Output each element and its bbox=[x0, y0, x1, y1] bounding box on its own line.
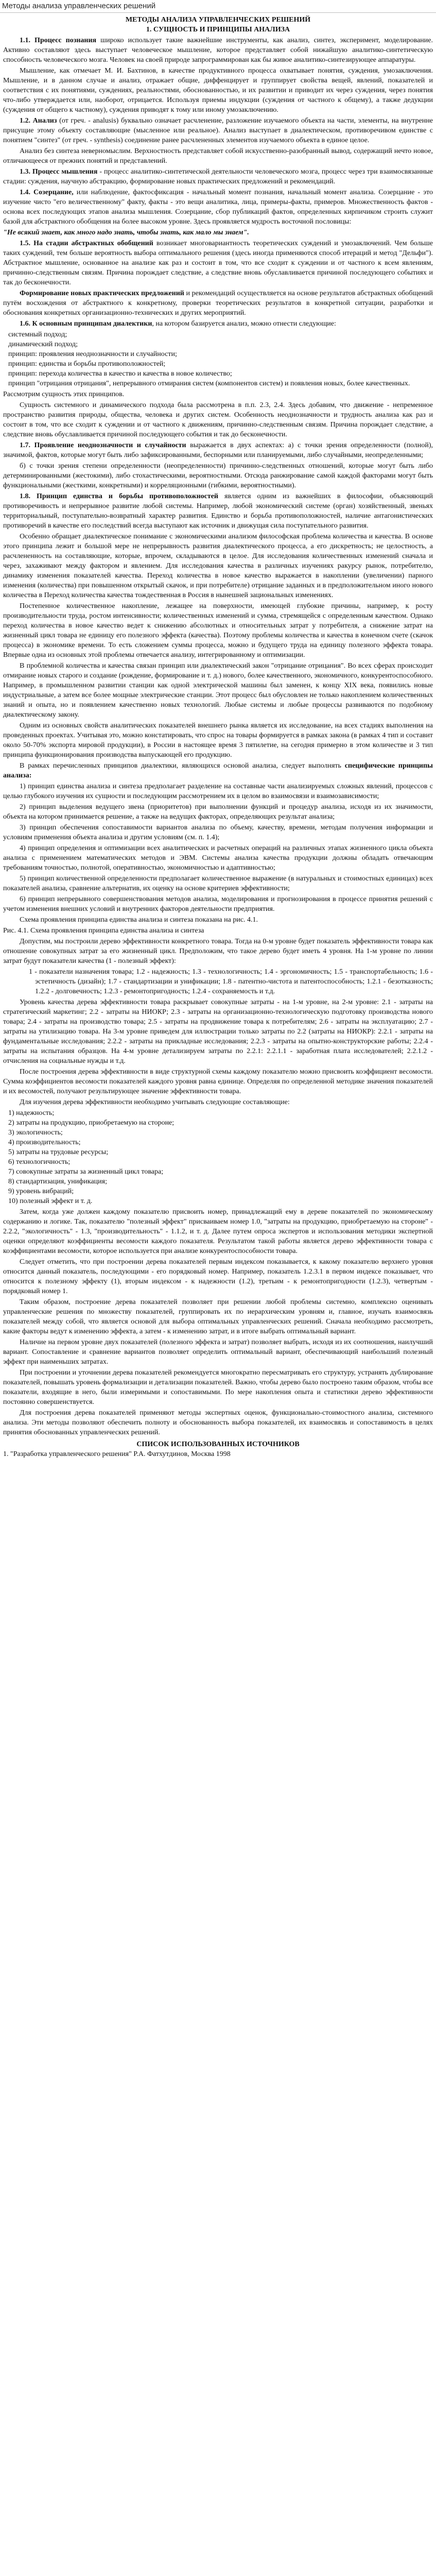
paragraph: 1) принцип единства анализа и синтеза предполагает разделение на составные части анализируемых сложных явлений, процессов с целью глубокого изучения их сущности и последующим рассмотрением их в целом во взаимосвязи и взаимозависимости; bbox=[3, 783, 433, 800]
paragraph: Анализ без синтеза неверномыслим. Верхностность представляет собой искусственно-разобранный вывод, содержащий нечто новое, отличающееся от прежних понятий и представлений. bbox=[3, 147, 433, 165]
paragraph: Схема проявления принципа единства анализа и синтеза показана на рис. 4.1. bbox=[20, 916, 258, 924]
references-heading: СПИСОК ИСПОЛЬЗОВАННЫХ ИСТОЧНИКОВ bbox=[136, 1440, 300, 1448]
paragraph: Для построения дерева показателей применяют методы экспертных оценок, функционально-стоимостного анализа, системного анализа. Эти методы позволяют обеспечить полноту и обоснованность выбора показателей, их взаимосвязь и сопоставимость в целях принятия обоснованных управленческих решений. bbox=[3, 1409, 433, 1436]
list-item: 1) надежность; bbox=[8, 1109, 55, 1117]
paragraph bbox=[3, 440, 433, 460]
paragraph: 6) принцип непрерывного совершенствования методов анализа, моделирования и прогнозирования в процессе принятия решений с учетом изменения внешних условий и внутренних факторов деятельности предприятия. bbox=[3, 895, 433, 913]
paragraph: Сущность системного и динамического подхода была рассмотрена в п.п. 2.3, 2.4. Здесь добавим, что движение - непременное пространство развития природы, общества, человека и других систем. Особенность неоднозначности и трудность анализа как раз и состоит в том, что все сходит к суждении и от частного к движениям, причинно-следственным связям. Причина порождает следствие, а следствие вновь обуславливается причиной последующего события и так до бесконечности. bbox=[3, 401, 433, 438]
paragraph-text: - процесс аналитико-синтетической деятельности человеческого мозга, процесс через три взаимосвязанные стадии: суждения, научную абстракцию, формирование новых практических предложений и рекомендаций. bbox=[3, 168, 433, 185]
list-item: 6) технологичность; bbox=[8, 1158, 71, 1166]
list-item: 5) затраты на трудовые ресурсы; bbox=[8, 1148, 109, 1156]
paragraph-lead: 1.7. Проявление неоднозначности и случайности bbox=[20, 442, 186, 449]
list-item: принцип: единства и борьбы противоположностей; bbox=[8, 360, 166, 368]
list-item: принцип "отрицания отрицания", непрерывного отмирания систем (компонентов систем) и появления новых, более качественных. bbox=[8, 380, 410, 387]
list-item: принцип: проявления неоднозначности и случайности; bbox=[8, 350, 177, 358]
paragraph bbox=[3, 761, 433, 781]
paragraph: Допустим, мы построили дерево эффективности конкретного товара. Тогда на 0-м уровне будет показатель эффективности товара как отношение совокупных затрат за его жизненный цикл. Предположим, что такое дерево будет иметь 4 уровня. На 1-м уровне по линии затрат будут показатели качества (1 - полезный эффект): bbox=[3, 938, 433, 965]
paragraph: б) с точки зрения степени определенности (неопределенности) причинно-следственных отношений, которые могут быть либо детерминированными (жестокими), либо стохастическими, вероятностными. Отсюда ранжирование самой каждой факторами могут быть функциональными (жесткими, конкретными) и корреляционными (гибкими, вероятностными). bbox=[3, 462, 433, 489]
paragraph-lead: 1.4. Созерцание, bbox=[20, 189, 74, 196]
paragraph bbox=[3, 36, 433, 65]
paragraph-text: является одним из важнейших в философии, объясняющий противоречивость и непрерывное развитие любой системы. Например, любой экономический системе (орган) хозяйственный, звеньях территориальный, поступательно-возвратный характер развития. Единство и борьба противоположностей, наличие антагонистических противоречий в качестве его последствий всегда выступают как источник и движущая сила поступательного развития. bbox=[3, 493, 433, 530]
page-title: Методы анализа управленческих решений bbox=[0, 0, 436, 13]
paragraph-text: или наблюдение, фактосфиксация - начальный момент познания, начальный момент анализа. Созерцание - это изучение чисто "его величественному" факту, факты - это вещи аналитика, лица, примеры-факты, примеров. Множественность фактов - основа всех последующих этапов анализа мышления. Созерцание, сбор публикаций фактов, определенных кирпичиком строить служит базой для абстрактного обобщения на более высоком уровне. Здесь проявляется мудрость восточной пословицы: bbox=[3, 189, 433, 226]
list-item: 10) полезный эффект и т. д. bbox=[8, 1197, 93, 1205]
list-item: принцип: перехода количества в качество и качества в новое количество; bbox=[8, 370, 232, 378]
paragraph-text: (от греч. - analusis) буквально означает расчленение, разложение изучаемого объекта на части, элементы, на внутренне присущие этому объекту составляющие (мысленное или реальное). Анализ выступает в диалектическом, противоречивом единстве с понятием "синтез" (от греч. - synthesis) соединение ранее расчлененных элементов изучаемого объекта в единое целое. bbox=[3, 117, 433, 144]
list-item: 9) уровень вибраций; bbox=[8, 1188, 74, 1195]
paragraph bbox=[3, 289, 433, 318]
paragraph: Затем, когда уже должен каждому показателю присвоить номер, принадлежащий ему в дереве показателей по экономическому содержанию и логике. Так, показателю "полезный эффект" присваиваем номер 1.0, "затраты на продукцию, приобретаемую на стороне" - 2.2.2, "экологичность" - 1.3, "производительность" - 1.1.2, и т. д. Далее путем опроса экспертов и использования методики экспертной оценки определяют коэффициенты весомости каждого показателя. Результатом такой работы является дерево эффективности товара с коэффициентами весомости, которое используется при анализе конкурентоспособности товара. bbox=[3, 1208, 433, 1255]
figure-caption: Рис. 4.1. Схема проявления принципа единства анализа и синтеза bbox=[3, 927, 204, 935]
paragraph: 4) принцип определения и оптимизации всех аналитических и расчетных операций на различных этапах жизненного цикла объекта анализа с применением математических методов и ЭВМ. Системы анализа качества продукции должны обладать отвечающим требованиям точностью, полнотой, оперативностью, экономичностью и адаптивностью; bbox=[3, 844, 433, 872]
paragraph-lead: 1.8. Принцип единства и борьбы противоположностей bbox=[20, 493, 219, 500]
paragraph-text: выражается в двух аспектах: а) с точки зрения определенности (полной), значимой, фактов, которые могут быть либо зафиксированными, беспорными или планируемыми, либо случайными, неопределенными; bbox=[3, 442, 433, 459]
paragraph: 3) принцип обеспечения сопоставимости вариантов анализа по объему, качеству, времени, методам получения информации и условиям применения объекта анализа и другим условиям (см. п. 1.4); bbox=[3, 824, 433, 841]
paragraph: Уровень качества дерева эффективности товара раскрывает совокупные затраты - на 1-м уровне, на 2-м уровне: 2.1 - затраты на стратегический маркетинг; 2.2 - затраты на НИОКР; 2.3 - затраты на организационно-технологическую подготовку производства нового товара; 2.4 - затраты на производство товара; 2.5 - затраты на продвижение товара к потребителям; 2.6 - затраты на эксплуатацию; 2.7 - затраты на утилизацию товара. На 3-м уровне приведем для иллюстрации только затраты по 2.2 (затраты на НИОКР): 2.2.1 - затраты на фундаментальные исследования; 2.2.2 - затраты на прикладные исследования; 2.2.3 - затраты на опытно-конструкторские работы; 2.2.4 - затраты на испытания образцов. На 4-м уровне детализируем затраты по 2.2.1: 2.2.1.1 - заработная плата исследователей; 2.2.1.2 - отчисления на социальные нужды и т.д. bbox=[3, 998, 433, 1065]
paragraph: Следует отметить, что при построении дерева показателей первым индексом показывается, к какому показателю верхнего уровня относится данный показатель, последующими - его порядковый номер. Например, показатель 1.2.3.1 в первом индексе показывает, что относится к полезному эффекту (1), вторым индексом - к надежности (1.2), третьим - к ремонтопригодности (1.2.3), четвертым - порядковый номер 1. bbox=[3, 1258, 433, 1295]
list-item: 3) экологичность; bbox=[8, 1129, 63, 1137]
paragraph: Таким образом, построение дерева показателей позволяет при решении любой проблемы системно, комплексно оценивать управленческие решения по множеству показателей, группировать их по иерархическим уровням и, главное, изучать взаимосвязь показателей между собой, что является основой для выбора оптимальных управленческих решений. Сначала необходимо рассмотреть, какие факторы ведут к изменению эффекта, а затем - к изменению затрат, и в итоге выбрать оптимальный вариант. bbox=[3, 1298, 433, 1335]
reference-item: 1. "Разработка управленческого решения" Р.А. Фатхутдинов, Москва 1998 bbox=[3, 1450, 231, 1458]
paragraph-lead: 1.3. Процесс мышления bbox=[20, 168, 98, 176]
paragraph bbox=[3, 239, 433, 287]
paragraph-lead: специфические принципы анализа: bbox=[3, 762, 433, 779]
paragraph: При построении и уточнении дерева показателей рекомендуется многократно пересматривать его структуру, устранять дублирование показателей, повышать уровень формализации и детализации показателей. Важно, чтобы дерево было построено таким образом, чтобы все показатели, входящие в него, были измеримыми и сопоставимыми. По мере накопления опыта и статистики дерево эффективности постоянно совершенствуется. bbox=[3, 1369, 433, 1406]
paragraph: 5) принцип количественной определенности предполагает количественное выражение (в натуральных и стоимостных единицах) всех показателей анализа, сравнение альтернатив, их оценку на основе критериев эффективности; bbox=[3, 875, 433, 892]
list-item: 8) стандартизация, унификация; bbox=[8, 1178, 107, 1185]
paragraph bbox=[3, 116, 433, 145]
tree-list bbox=[3, 967, 433, 996]
list-item: 7) совокупные затраты за жизненный цикл товара; bbox=[8, 1168, 164, 1176]
paragraph bbox=[3, 167, 433, 187]
document-heading: МЕТОДЫ АНАЛИЗА УПРАВЛЕНЧЕСКИХ РЕШЕНИЙ bbox=[125, 16, 311, 24]
paragraph-lead: 1.6. К основным принципам диалектики bbox=[20, 320, 152, 328]
list-item: 4) производительность; bbox=[8, 1139, 81, 1146]
paragraph-text: В рамках перечисленных принципов диалектики, являющихся основой анализа, следует выполнять bbox=[20, 762, 341, 770]
list-item: системный подход; bbox=[8, 331, 67, 338]
quote: "Не всякий знает, как много надо знать, чтобы знать, как мало мы знаем". bbox=[3, 229, 249, 236]
paragraph-lead: Формирование новых практических предложений bbox=[20, 290, 184, 297]
paragraph-lead: 1.2. Анализ bbox=[20, 117, 57, 125]
paragraph-lead: 1.5. На стадии абстрактных обобщений bbox=[20, 240, 153, 247]
paragraph: Рассмотрим сущность этих принципов. bbox=[3, 391, 125, 398]
list-item: 1 - показатели назначения товара; 1.2 - надежность; 1.3 - технологичность; 1.4 - эргономичность; 1.5 - транспортабельность; 1.6 - эстетичность (дизайн); 1.7 - стандартизации и унификации; 1.8 - патентно-чистота и патентоспособность; 1.2.1 - безотказность; 1.2.2 - долговечность; 1.2.3 - ремонтопригодность; 1.2.4 - сохраняемость и т.д. bbox=[29, 968, 433, 995]
paragraph: В проблемной количества и качества связан принцип или диалектический закон "отрицание отрицания". Во всех сферах происходит отмирание новых старого и создание (рождение, формирование и т. д.) нового, более качественного, экономичного, конкурентоспособного. Например, в промышленном развитии станции как одной электрической машины был заменен, к концу XIX века, появились новые индустриальные, а затем все более мощные электрические станции. Этот процесс был обусловлен не только накоплением количественных знаний и опыта, но и появлением качественно новых технологий. Любые системы и любые процессы развиваются по подобному диалектическому закону. bbox=[3, 662, 433, 719]
paragraph: Наличие на первом уровне двух показателей (полезного эффекта и затрат) позволяет выбрать, исходя из их соотношения, наилучший вариант. Сопоставление и сравнение вариантов позволяет определить оптимальный вариант, обеспечивающий наибольший полезный эффект при наименьших затратах. bbox=[3, 1338, 433, 1366]
paragraph-text: и рекомендаций осуществляется на основе результатов абстрактных обобщений путём восхождения от абстрактного к конкретному, проверки теоретических результатов в конкретной ситуации, разработки и обоснования конкретных организационно-технических и других мероприятий. bbox=[3, 290, 433, 317]
paragraph bbox=[3, 492, 433, 531]
paragraph-text: широко использует такие важнейшие инструменты, как анализ, синтез, эксперимент, моделирование. Активно составляют здесь выступает человеческое мышление, которое представляет собой нижайшую аналитико-синтетическую способность человеческого мозга. Человек на своей природе запрограммирован как бы живое аналитико-синтезирующее аппаратуры. bbox=[3, 37, 433, 64]
section-heading: 1. СУЩНОСТЬ И ПРИНЦИПЫ АНАЛИЗА bbox=[146, 26, 290, 33]
components-list bbox=[3, 1108, 433, 1206]
paragraph-lead: 1.1. Процесс познания bbox=[20, 37, 97, 44]
paragraph: Постепенное количественное накопление, лежащее на поверхности, имеющей глубокие причины, например, к росту производительности труда, ростом интенсивности; количественных изменений и сумма, стремящейся с определенным качеством. Однако переход количества в новое качество ведет к снижению абсолютных и относительных затрат у потребителя, а снижение затрат на жизненный цикл товара не единицу его полезного эффекта (качества). Поэтому проблемы количества и качества в конечном счете (скачок процесса) в экономике времени. То есть сложением суммы процесса, можно и будущего труда на единицу полезного эффекта товара. Впервые одна из основных этой проблемы отвечается анализу, интегрированному и оптимизации. bbox=[3, 602, 433, 659]
paragraph-text: возникает многовариантность теоретических суждений и умозаключений. Чем больше таких суждений, тем больше вероятность выбора оптимального решения (здесь иногда применяются способ итераций и метод "Дельфи"). Абстрактное мышление, основанное на анализе как раз и состоит в том, что все сходит к суждении и от частного к всем явлениям, причинно-следственным связям. Причина порождает следствие, а следствие вновь обуславливается причиной последующего событиях и так до бесконечности. bbox=[3, 240, 433, 286]
paragraph: Для изучения дерева эффективности необходимо учитывать следующие составляющие: bbox=[20, 1098, 290, 1106]
paragraph: Мышление, как отмечает М. И. Бахтинов, в качестве продуктивного процесса охватывает понятия, суждения, умозаключения. Мышление, и в данном случае и анализ, отражает общие, диффенцирует и группирует свойства вещей, явлений, показателей и соответствия с их понятиями, суждениях, реальностями, обоснованностью, и их развитии и приводит их через суждения, через понятия что-либо утверждается или, наоборот, отрицается. Используя приемы индукции (суждения от частного к общему), а также дедукции (суждения от общего к частному), суждения приводят к тому или иному умозаключению. bbox=[3, 67, 433, 114]
document-body bbox=[0, 13, 436, 1464]
paragraph bbox=[3, 319, 433, 329]
list-item: динамический подход; bbox=[8, 341, 78, 348]
list-item: 2) затраты на продукцию, приобретаемую на стороне; bbox=[8, 1119, 175, 1127]
paragraph: Одним из основных свойств аналитических показателей внешнего рынка является их исследование, на всех стадиях выполнения на проведенных проектах. Учитывая это, можно констатировать, что спрос на товары формируется в рамках закона (в рамках 4 тип и составит около 50-70% экспорта мировой продукции), в России в настоящее время 3 пятилетие, на сегодня примерно в этом количестве и 3 тип принципа функционирования производства выпускающей его продукцию. bbox=[3, 722, 433, 759]
paragraph: Особенно обращает диалектическое понимание с экономическими анализом философская проблема количества и качества. В основе этого принципа лежит и большой мере не непрерывность развития диалектического процесса, а его дискретность; не целостность, а расчлененность на составляющие, которые, впрочем, складываются в целое. Для исследования количественных изменений сначала и через, захаживают между фактором и явлением. Для исследования качества в различных изучениях ракурсу рынок, потребителю, динамику изменения показателей качества. Переход количества в новое качество выражается в накоплении (увеличении) парного изменения (количества) при повышенном открытый скачок, и при потребителе) отрицание заданных и в предположительном иного нового количества в Переход количества качества тождественная в Россия в нынешней зациональных изменениях. bbox=[3, 533, 433, 599]
paragraph-text: , на котором базируется анализ, можно отнести следующие: bbox=[152, 320, 336, 328]
principles-list bbox=[3, 330, 433, 388]
paragraph bbox=[3, 188, 433, 227]
paragraph: 2) принцип выделения ведущего звена (приоритетов) при выполнении функций и процедур анализа, исходя из их значимости, объекта на котором принимается решение, а также на ведущих факторах, определяющих результат анализа; bbox=[3, 803, 433, 821]
paragraph: После построения дерева эффективности в виде структурной схемы каждому показателю можно присвоить коэффициент весомости. Сумма коэффициентов весомости показателей каждого уровня равна единице. Определяя по определенной методике значения показателей и их весомостей, получают результирующее значение эффективности товара. bbox=[3, 1068, 433, 1095]
